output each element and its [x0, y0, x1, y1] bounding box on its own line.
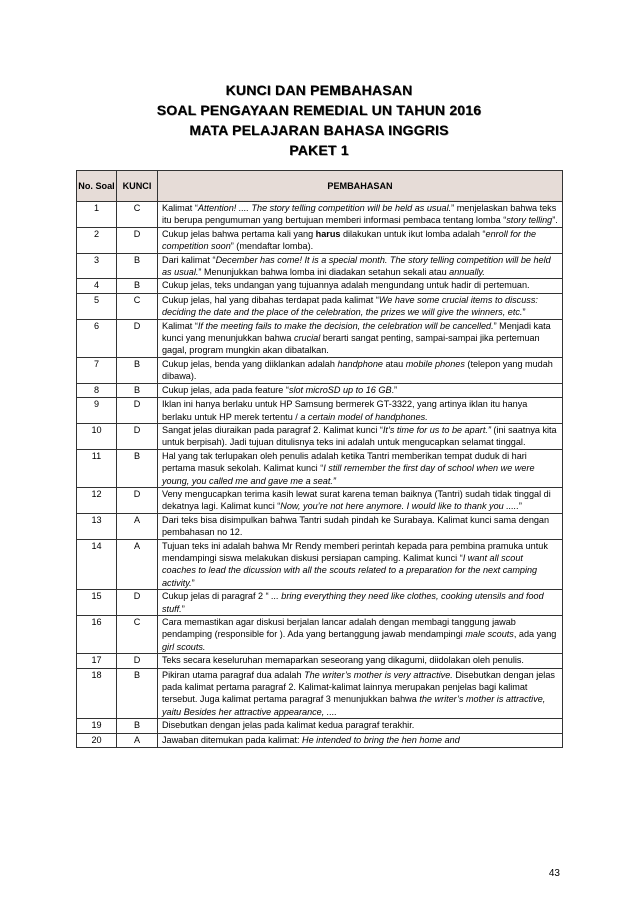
answer-key: D — [117, 319, 158, 357]
question-number: 10 — [77, 423, 117, 449]
answer-key: B — [117, 449, 158, 487]
answer-key: B — [117, 383, 158, 397]
question-number: 16 — [77, 616, 117, 654]
explanation-segment: ” menjelaskan bahwa teks itu berupa pengumuman yang bertujuan memberi informasi pembaca tentang lomba “ — [162, 203, 557, 226]
document-title — [0, 80, 638, 160]
explanation-segment: berarti sangat penting, sampai-sampai jika pertemuan gagal, program mungkin akan dibatalkan. — [162, 333, 540, 356]
answer-key: D — [117, 654, 158, 668]
explanation-segment: enroll for the competition soon — [162, 228, 537, 252]
explanation-segment: story telling — [506, 215, 553, 226]
explanation-segment: We have some crucial items to discuss: deciding the date and the place of the celebration, the prizes we will give the winners, etc. — [162, 294, 538, 318]
answer-key: B — [117, 253, 158, 279]
table-row — [77, 279, 563, 293]
answer-key: B — [117, 279, 158, 293]
explanation-segment: Kalimat “ — [162, 320, 198, 331]
explanation-segment: slot microSD up to 16 GB — [288, 384, 392, 395]
explanation-segment: ”. — [552, 215, 558, 226]
explanation-segment: mobile phones — [405, 358, 465, 369]
page-number: 43 — [548, 868, 560, 879]
explanation-segment: Now, you’re not here anymore. I would like to thank you ..... — [280, 501, 519, 512]
explanation-segment: a certain model of handphones. — [300, 411, 428, 422]
explanation — [158, 423, 563, 449]
table-row — [77, 616, 563, 654]
title-line-2: SOAL PENGAYAAN REMEDIAL UN TAHUN 2016 — [156, 102, 482, 118]
explanation-segment: Cara memastikan agar diskusi berjalan lancar adalah dengan membagi tanggung jawab pendamping (responsible for ). Ada yang bertanggung jawab mendampingi — [162, 617, 516, 640]
table-row — [77, 449, 563, 487]
explanation-segment: ” — [522, 307, 526, 318]
explanation-segment: Veny mengucapkan terima kasih lewat surat karena teman baiknya (Tantri) sudah tidak tinggal di dekatnya lagi. Kalimat kunci “ — [162, 488, 551, 512]
question-number: 9 — [77, 398, 117, 424]
table-row — [77, 319, 563, 357]
explanation-segment: If the meeting fails to make the decision, the celebration will be cancelled. — [197, 320, 494, 331]
answer-key: A — [117, 513, 158, 539]
question-number: 11 — [77, 449, 117, 487]
explanation-segment: The writer’s mother is very attractive. — [304, 669, 453, 680]
table-row — [77, 513, 563, 539]
explanation-segment: Cukup jelas, ada pada feature “ — [162, 384, 289, 395]
answer-key: C — [117, 616, 158, 654]
table-row — [77, 668, 563, 719]
question-number: 19 — [77, 719, 117, 733]
explanation-segment: (telepon yang mudah dibawa). — [162, 358, 553, 382]
explanation-segment: male scouts — [465, 629, 514, 640]
explanation — [158, 449, 563, 487]
answer-key: D — [117, 487, 158, 513]
explanation-segment: Dari teks bisa disimpulkan bahwa Tantri sudah pindah ke Surabaya. Kalimat kunci sama dengan pembahasan no 12. — [162, 514, 550, 538]
column-header-no: No. Soal — [77, 171, 117, 202]
question-number: 8 — [77, 383, 117, 397]
explanation-segment: He intended to bring the hen home and — [302, 734, 460, 745]
table-row — [77, 487, 563, 513]
table-row — [77, 539, 563, 590]
explanation-segment: Cukup jelas, teks undangan yang tujuannya adalah mengundang untuk hadir di pertemuan. — [162, 280, 530, 291]
explanation — [158, 590, 563, 616]
question-number: 7 — [77, 357, 117, 383]
explanation-segment: dilakukan untuk ikut lomba adalah “ — [340, 228, 486, 239]
explanation-segment: December has come! It is a special month. The story telling competition will be held as usual. — [162, 254, 551, 278]
question-number: 5 — [77, 293, 117, 319]
explanation — [158, 539, 563, 590]
answer-key: B — [117, 668, 158, 719]
answer-key: C — [117, 202, 158, 228]
explanation — [158, 293, 563, 319]
explanation-segment: Jawaban ditemukan pada kalimat: — [162, 734, 303, 745]
table-row — [77, 357, 563, 383]
explanation — [158, 719, 563, 733]
table-header-row — [77, 171, 563, 202]
explanation-segment: I still remember the first day of school when we were young, you called me and gave me a seat.” — [162, 463, 535, 486]
question-number: 13 — [77, 513, 117, 539]
title-line-3: MATA PELAJARAN BAHASA INGGRIS — [189, 122, 449, 138]
question-number: 6 — [77, 319, 117, 357]
explanation-segment: handphone — [337, 358, 383, 369]
question-number: 17 — [77, 654, 117, 668]
explanation — [158, 398, 563, 424]
table-row — [77, 398, 563, 424]
explanation-segment: harus — [315, 228, 341, 239]
explanation-segment: annually. — [449, 267, 485, 278]
column-header-explanation: PEMBAHASAN — [158, 171, 563, 202]
explanation-segment: Dari kalimat “ — [162, 254, 216, 265]
answer-key: A — [117, 539, 158, 590]
explanation-segment: Kalimat “ — [162, 203, 198, 213]
question-number: 3 — [77, 253, 117, 279]
explanation — [158, 383, 563, 397]
title-line-1: KUNCI DAN PEMBAHASAN — [225, 82, 413, 98]
answer-key: D — [117, 227, 158, 253]
explanation-segment: ” Menjadi kata kunci yang menunjukkan bahwa — [162, 320, 551, 344]
explanation-segment: Teks secara keseluruhan memaparkan seseorang yang dikagumi, diidolakan oleh penulis. — [162, 655, 524, 666]
explanation-segment: Iklan ini hanya berlaku untuk HP Samsung bermerek GT-3322, yang artinya iklan itu hanya berlaku untuk HP merek tertentu / — [162, 399, 528, 422]
explanation-segment: I want all scout coaches to lead the dicussion with all the scouts related to a preparation for the next camping activity. — [162, 552, 538, 588]
table-row — [77, 202, 563, 228]
explanation — [158, 616, 563, 654]
explanation — [158, 227, 563, 253]
answer-key: C — [117, 293, 158, 319]
explanation-segment: girl scouts. — [162, 641, 206, 652]
explanation — [158, 668, 563, 719]
explanation-segment: Cukup jelas di paragraf 2 “ — [162, 591, 272, 602]
table-row — [77, 227, 563, 253]
explanation — [158, 357, 563, 383]
answer-key-table — [76, 170, 563, 748]
explanation — [158, 654, 563, 668]
answer-key: B — [117, 357, 158, 383]
table-row — [77, 719, 563, 733]
explanation-segment: ” (mendaftar lomba). — [230, 241, 314, 252]
explanation-segment: ” Menunjukkan bahwa lomba ini diadakan setahun sekali atau — [198, 267, 450, 278]
table-row — [77, 293, 563, 319]
explanation-segment: .” — [391, 384, 398, 395]
table-row — [77, 253, 563, 279]
explanation — [158, 487, 563, 513]
table-body — [77, 202, 563, 748]
question-number: 4 — [77, 279, 117, 293]
question-number: 18 — [77, 668, 117, 719]
explanation-segment: ” — [181, 603, 185, 614]
explanation — [158, 733, 563, 747]
question-number: 12 — [77, 487, 117, 513]
explanation-segment: Sangat jelas diuraikan pada paragraf 2. Kalimat kunci “ — [162, 424, 383, 435]
table-row — [77, 590, 563, 616]
table-row — [77, 423, 563, 449]
explanation-segment: Disebutkan dengan jelas pada kalimat pertama paragraf 2. Kalimat-kalimat lainnya merupakan penjelas bagi kalimat tersebut. Juga kalimat pertama paragraf 3 menunjukkan bahwa — [162, 669, 555, 705]
table-row — [77, 654, 563, 668]
explanation-segment: Tujuan teks ini adalah bahwa Mr Rendy memberi perintah kepada para pembina pramuka untuk mendampingi siswa melakukan diskusi persiapan camping. Kalimat kunci “ — [162, 540, 548, 563]
explanation-segment: crucial — [293, 333, 321, 344]
explanation-segment: Hal yang tak terlupakan oleh penulis adalah ketika Tantri memberikan tempat duduk di hari pertama masuk sekolah. Kalimat kunci “ — [162, 450, 527, 474]
table-row — [77, 733, 563, 747]
explanation-segment: (ini saatnya kita untuk berpisah). Jadi tujuan ditulisnya teks ini adalah untuk mengucapkan selamat tinggal. — [162, 424, 557, 448]
explanation-segment: ... bring everything they need like clothes, cooking utensils and food stuff. — [162, 591, 544, 614]
title-line-4: PAKET 1 — [289, 142, 349, 158]
column-header-key: KUNCI — [117, 171, 158, 202]
question-number: 20 — [77, 733, 117, 747]
explanation-segment: Attention! .... The story telling competition will be held as usual. — [197, 203, 452, 213]
explanation-segment: Cukup jelas, benda yang diiklankan adalah — [162, 358, 338, 369]
question-number: 14 — [77, 539, 117, 590]
explanation-segment: Cukup jelas, hal yang dibahas terdapat pada kalimat “ — [162, 294, 379, 305]
question-number: 2 — [77, 227, 117, 253]
answer-key: D — [117, 590, 158, 616]
question-number: 15 — [77, 590, 117, 616]
answer-key: B — [117, 719, 158, 733]
explanation-segment: ” — [518, 501, 522, 512]
explanation-segment: , ada yang — [513, 629, 557, 640]
explanation-segment: It’s time for us to be apart.” — [382, 424, 491, 435]
explanation — [158, 319, 563, 357]
explanation — [158, 513, 563, 539]
explanation — [158, 202, 563, 228]
answer-key: D — [117, 423, 158, 449]
explanation-segment: Cukup jelas bahwa pertama kali yang — [162, 228, 316, 239]
explanation-segment: the writer’s mother is attractive, yaitu Besides her attractive appearance, .... — [162, 694, 546, 717]
explanation-segment: ” — [191, 577, 195, 588]
explanation-segment: Pikiran utama paragraf dua adalah — [162, 669, 305, 680]
answer-key: D — [117, 398, 158, 424]
explanation-segment: atau — [382, 358, 406, 369]
explanation-segment: Disebutkan dengan jelas pada kalimat kedua paragraf terakhir. — [162, 720, 415, 731]
explanation — [158, 279, 563, 293]
answer-key: A — [117, 733, 158, 747]
table-row — [77, 383, 563, 397]
question-number: 1 — [77, 202, 117, 228]
explanation — [158, 253, 563, 279]
